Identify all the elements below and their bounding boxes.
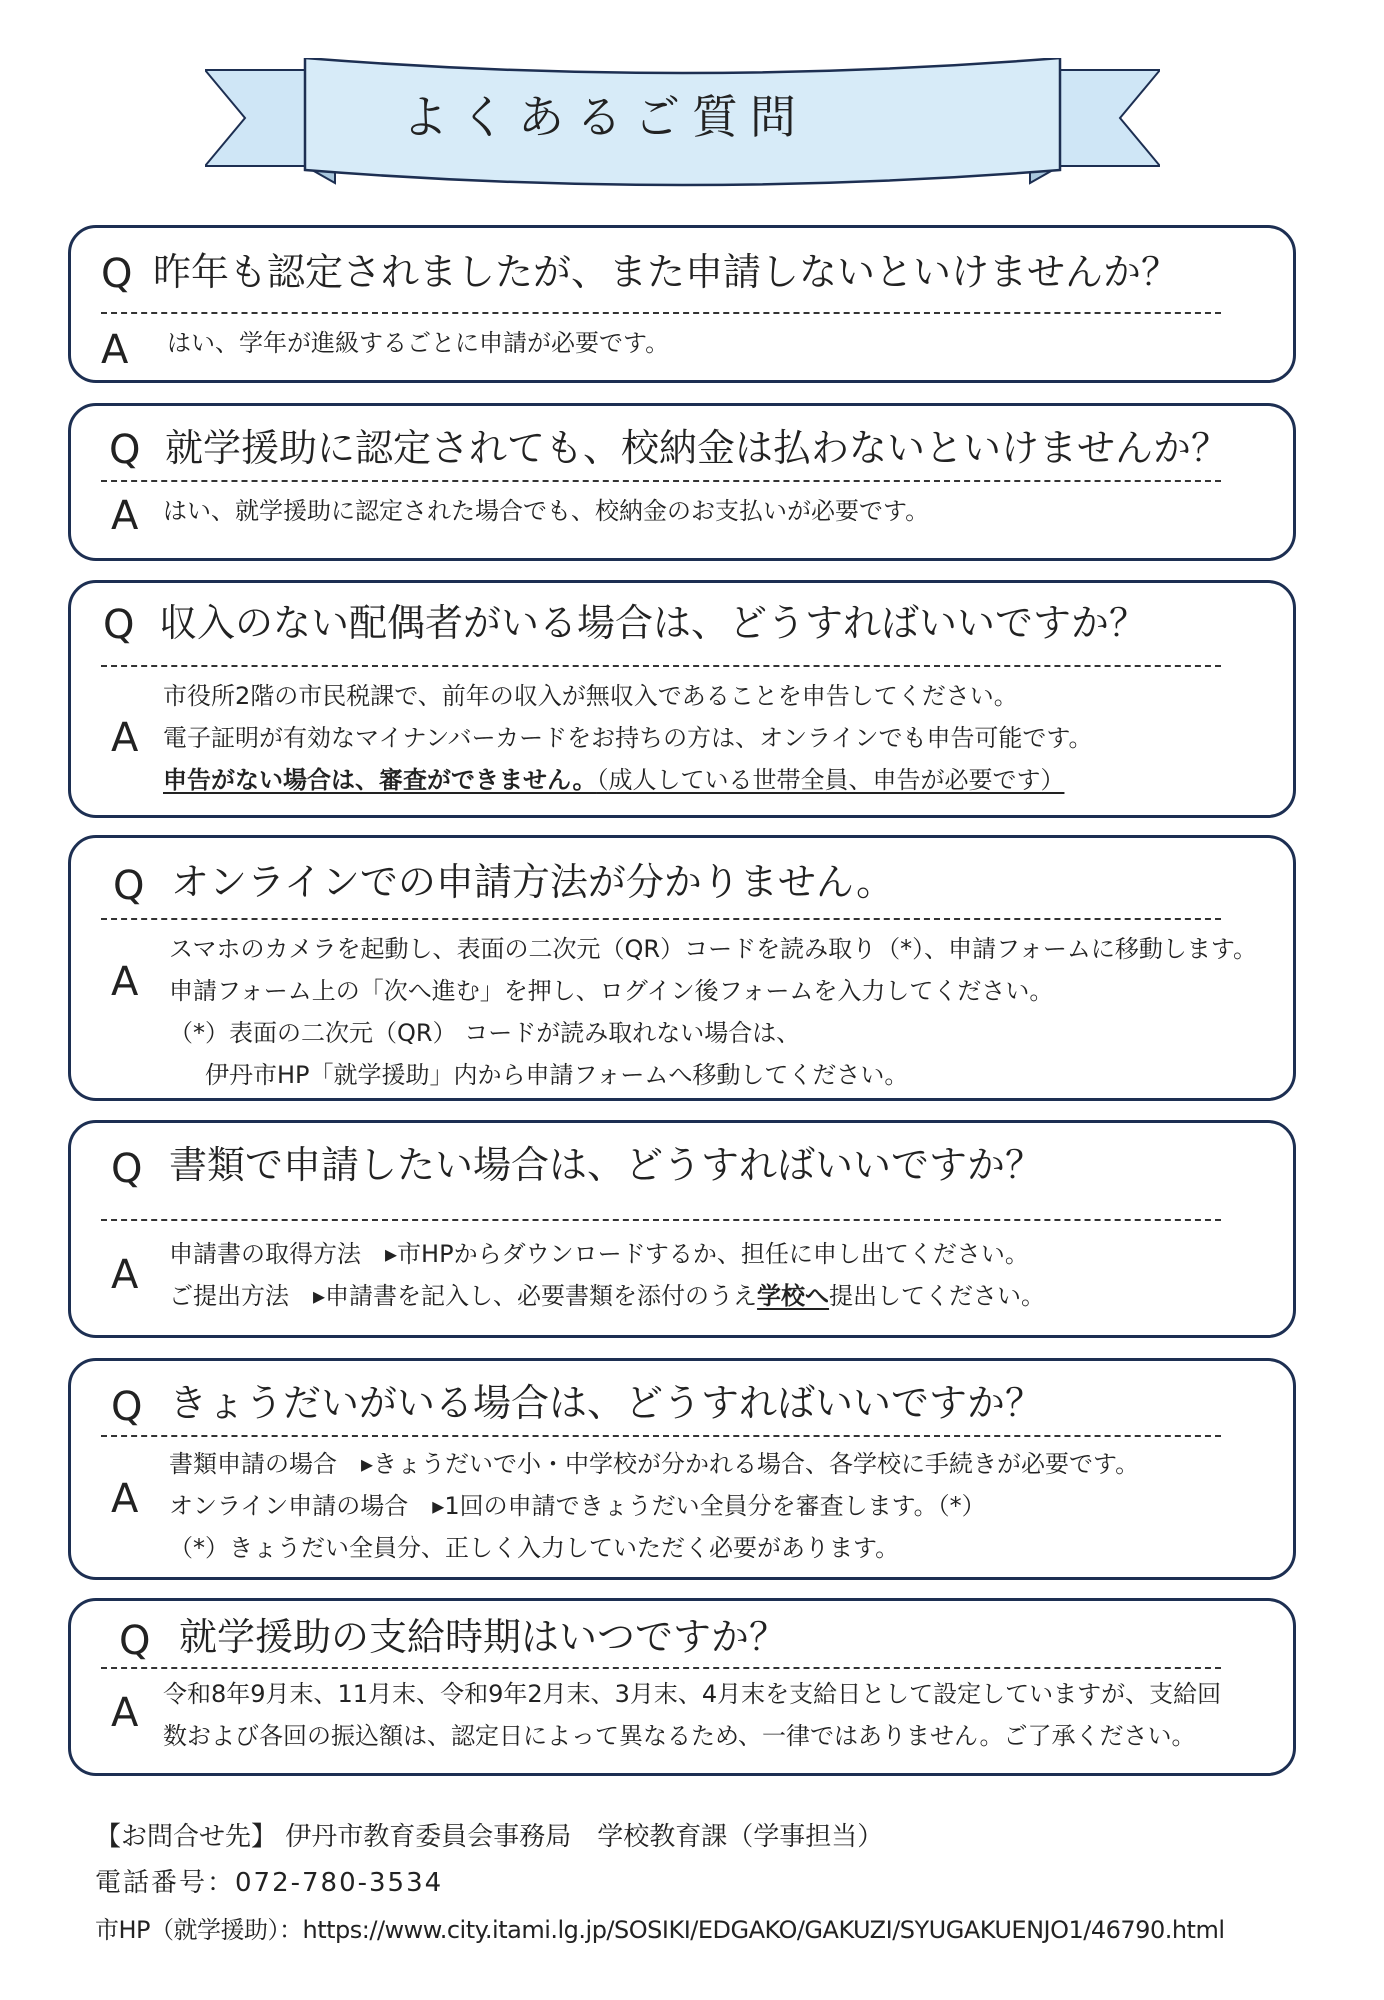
answer-emphasis: 申告がない場合は、審査ができません。 <box>163 766 597 794</box>
answer-line: 数および各回の振込額は、認定日によって異なるため、一律ではありません。ご了承ください。 <box>163 1722 1196 1750</box>
faq-card-4 <box>68 835 1296 1101</box>
question-text: 就学援助に認定されても、校納金は払わないといけませんか？ <box>165 426 1230 470</box>
q-mark: Q <box>103 602 135 648</box>
q-mark: Q <box>119 1618 151 1664</box>
q-mark: Q <box>111 1384 143 1430</box>
question-text: きょうだいがいる場合は、どうすればいいですか？ <box>169 1381 1044 1425</box>
dashed-divider <box>101 665 1221 667</box>
answer-line: 電子証明が有効なマイナンバーカードをお持ちの方は、オンラインでも申告可能です。 <box>163 724 1093 752</box>
a-mark: A <box>101 327 129 373</box>
faq-card-6 <box>68 1358 1296 1580</box>
answer-text <box>167 322 669 364</box>
page-title: よくあるご質問 <box>402 90 808 144</box>
q-mark: Q <box>113 863 145 909</box>
answer-line: （*）表面の二次元（QR） コードが読み取れない場合は、 <box>169 1019 801 1047</box>
answer-line: 伊丹市HP「就学援助」内から申請フォームへ移動してください。 <box>205 1061 909 1089</box>
answer-line: 市役所2階の市民税課で、前年の収入が無収入であることを申告してください。 <box>163 682 1018 710</box>
answer-line: はい、学年が進級するごとに申請が必要です。 <box>167 329 670 357</box>
a-mark: A <box>111 1690 139 1736</box>
answer-line: 書類申請の場合 ▸きょうだいで小・中学校が分かれる場合、各学校に手続きが必要です。 <box>169 1450 1140 1478</box>
answer-text <box>169 1443 1139 1569</box>
faq-card-3 <box>68 580 1296 818</box>
a-mark: A <box>111 1252 139 1298</box>
q-mark: Q <box>111 1146 143 1192</box>
dashed-divider <box>101 480 1221 482</box>
a-mark: A <box>111 959 139 1005</box>
answer-text <box>163 1673 1221 1757</box>
faq-card-5 <box>68 1120 1296 1338</box>
question-text: オンラインでの申請方法が分かりません。 <box>171 860 895 904</box>
answer-line: 申請フォーム上の「次へ進む」を押し、ログイン後フォームを入力してください。 <box>169 977 1054 1005</box>
answer-text-pre: ご提出方法 ▸申請書を記入し、必要書類を添付のうえ <box>169 1282 758 1310</box>
a-mark: A <box>111 493 139 539</box>
answer-text <box>169 1233 1045 1317</box>
a-mark: A <box>111 715 139 761</box>
answer-text <box>163 490 929 532</box>
answer-text-post: 提出してください。 <box>829 1282 1046 1310</box>
dashed-divider <box>101 1219 1221 1221</box>
faq-card-7 <box>68 1598 1296 1776</box>
answer-line: はい、就学援助に認定された場合でも、校納金のお支払いが必要です。 <box>163 497 930 525</box>
answer-line <box>169 1275 1045 1317</box>
answer-line: 令和8年9月末、11月末、令和9年2月末、3月末、4月末を支給日として設定していますが、支給回 <box>163 1680 1222 1708</box>
question-text: 書類で申請したい場合は、どうすればいいですか？ <box>169 1143 1044 1187</box>
q-mark: Q <box>109 427 141 473</box>
answer-note: （成人している世帯全員、申告が必要です） <box>596 766 1065 794</box>
answer-line: （*）きょうだい全員分、正しく入力していただく必要があります。 <box>169 1534 900 1562</box>
dashed-divider <box>101 1667 1221 1669</box>
faq-card-2 <box>68 403 1296 561</box>
answer-emphasis: 学校へ <box>757 1282 830 1310</box>
dashed-divider <box>101 918 1221 920</box>
contact-phone: 電話番号：072-780-3534 <box>95 1868 444 1898</box>
q-mark: Q <box>101 251 133 297</box>
question-text: 就学援助の支給時期はいつですか？ <box>179 1615 788 1659</box>
answer-text <box>163 675 1093 801</box>
answer-line: 申請書の取得方法 ▸市HPからダウンロードするか、担任に申し出てください。 <box>169 1240 1029 1268</box>
answer-line <box>163 759 1093 801</box>
dashed-divider <box>101 1435 1221 1437</box>
dashed-divider <box>101 312 1221 314</box>
contact-heading: 【お問合せ先】 伊丹市教育委員会事務局 学校教育課（学事担当） <box>95 1822 884 1852</box>
answer-text <box>169 928 1257 1096</box>
contact-url[interactable]: 市HP（就学援助）：https://www.city.itami.lg.jp/SOSIKI/EDGAKO/GAKUZI/SYUGAKUENJO1/46790.html <box>95 1916 1225 1944</box>
faq-card-1 <box>68 225 1296 383</box>
question-text: 収入のない配偶者がいる場合は、どうすればいいですか？ <box>159 601 1148 645</box>
answer-line: スマホのカメラを起動し、表面の二次元（QR）コードを読み取り（*）、申請フォームに移動します。 <box>169 935 1257 963</box>
answer-line: オンライン申請の場合 ▸1回の申請できょうだい全員分を審査します。（*） <box>169 1492 986 1520</box>
a-mark: A <box>111 1476 139 1522</box>
question-text: 昨年も認定されましたが、また申請しないといけませんか？ <box>153 250 1180 294</box>
